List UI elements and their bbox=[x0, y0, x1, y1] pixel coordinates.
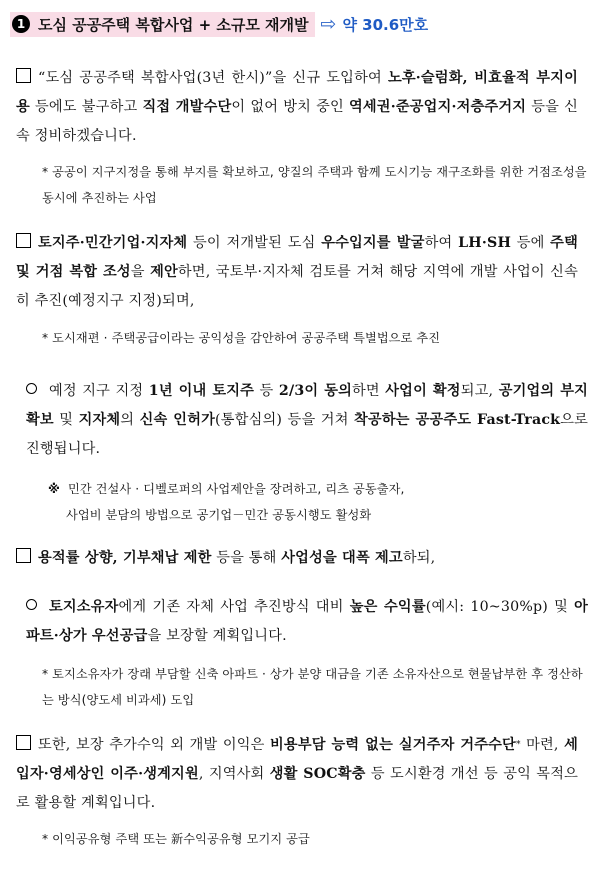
note-2: * 도시재편 · 주택공급이라는 공익성을 감안하여 공공주택 특별법으로 추진 bbox=[42, 331, 441, 345]
paragraph-1: “도심 공공주택 복합사업(3년 한시)”을 신규 도입하여 노후·슬럼화, 비효율적 부지이용 등에도 불구하고 직접 개발수단이 없어 방치 중인 역세권·준공업지·저층주거지 등을 신속 정비하겠습니다. bbox=[16, 70, 579, 144]
checkbox-bullet-icon bbox=[16, 548, 31, 563]
checkbox-bullet-icon bbox=[16, 68, 31, 83]
note-1: * 공공이 지구지정을 통해 부지를 확보하고, 양질의 주택과 함께 도시기능 재구조화를 위한 거점조성을 동시에 추진하는 사업 bbox=[42, 165, 587, 205]
reference-mark: ※ bbox=[48, 482, 60, 496]
paragraph-6: 또한, 보장 추가수익 외 개발 이익은 비용부담 능력 없는 실거주자 거주수단* 마련, 세입자·영세상인 이주·생계지원, 지역사회 생활 SOC확충 등 도시환경 개선 등 공익 목적으로 활용할 계획입니다. bbox=[16, 737, 578, 811]
title-text: 도심 공공주택 복합사업 + 소규모 재개발 bbox=[38, 15, 309, 34]
arrow-right-icon: ⇨ bbox=[320, 13, 337, 35]
note-5: * 토지소유자가 장래 부담할 신축 아파트 · 상가 분양 대금을 기존 소유자산으로 현물납부한 후 정산하는 방식(양도세 비과세) 도입 bbox=[42, 667, 583, 707]
number-badge-icon: 1 bbox=[12, 15, 30, 33]
note-3: ※ 민간 건설사 · 디벨로퍼의 사업제안을 장려하고, 리츠 공동출자, 사업비 분담의 방법으로 공기업－민간 공동시행도 활성화 bbox=[48, 482, 405, 522]
paragraph-2: 토지주·민간기업·지자체 등이 저개발된 도심 우수입지를 발굴하여 LH·SH 등에 주택 및 거점 복합 조성을 제안하면, 국토부·지자체 검토를 거쳐 해당 지역에 개발 사업이 신속히 추진(예정지구 지정)되며, bbox=[16, 235, 578, 309]
section-title bbox=[10, 11, 590, 37]
circle-bullet-icon bbox=[26, 599, 37, 610]
circle-bullet-icon bbox=[26, 383, 37, 394]
title-highlight bbox=[10, 12, 315, 37]
title-amount: 약 30.6만호 bbox=[342, 15, 429, 34]
paragraph-4: 용적률 상향, 기부채납 제한 등을 통해 사업성을 대폭 제고하되, bbox=[16, 544, 578, 573]
note-6: * 이익공유형 주택 또는 新수익공유형 모기지 공급 bbox=[42, 832, 310, 846]
checkbox-bullet-icon bbox=[16, 735, 31, 750]
paragraph-3: 예정 지구 지정 1년 이내 토지주 등 2/3이 동의하면 사업이 확정되고, 공기업의 부지확보 및 지자체의 신속 인허가(통합심의) 등을 거쳐 착공하는 공공주도 Fast-Track으로 진행됩니다. bbox=[26, 383, 589, 457]
paragraph-5: 토지소유자에게 기존 자체 사업 추진방식 대비 높은 수익률(예시: 10~30%p) 및 아파트·상가 우선공급을 보장할 계획입니다. bbox=[26, 599, 588, 644]
checkbox-bullet-icon bbox=[16, 233, 31, 248]
